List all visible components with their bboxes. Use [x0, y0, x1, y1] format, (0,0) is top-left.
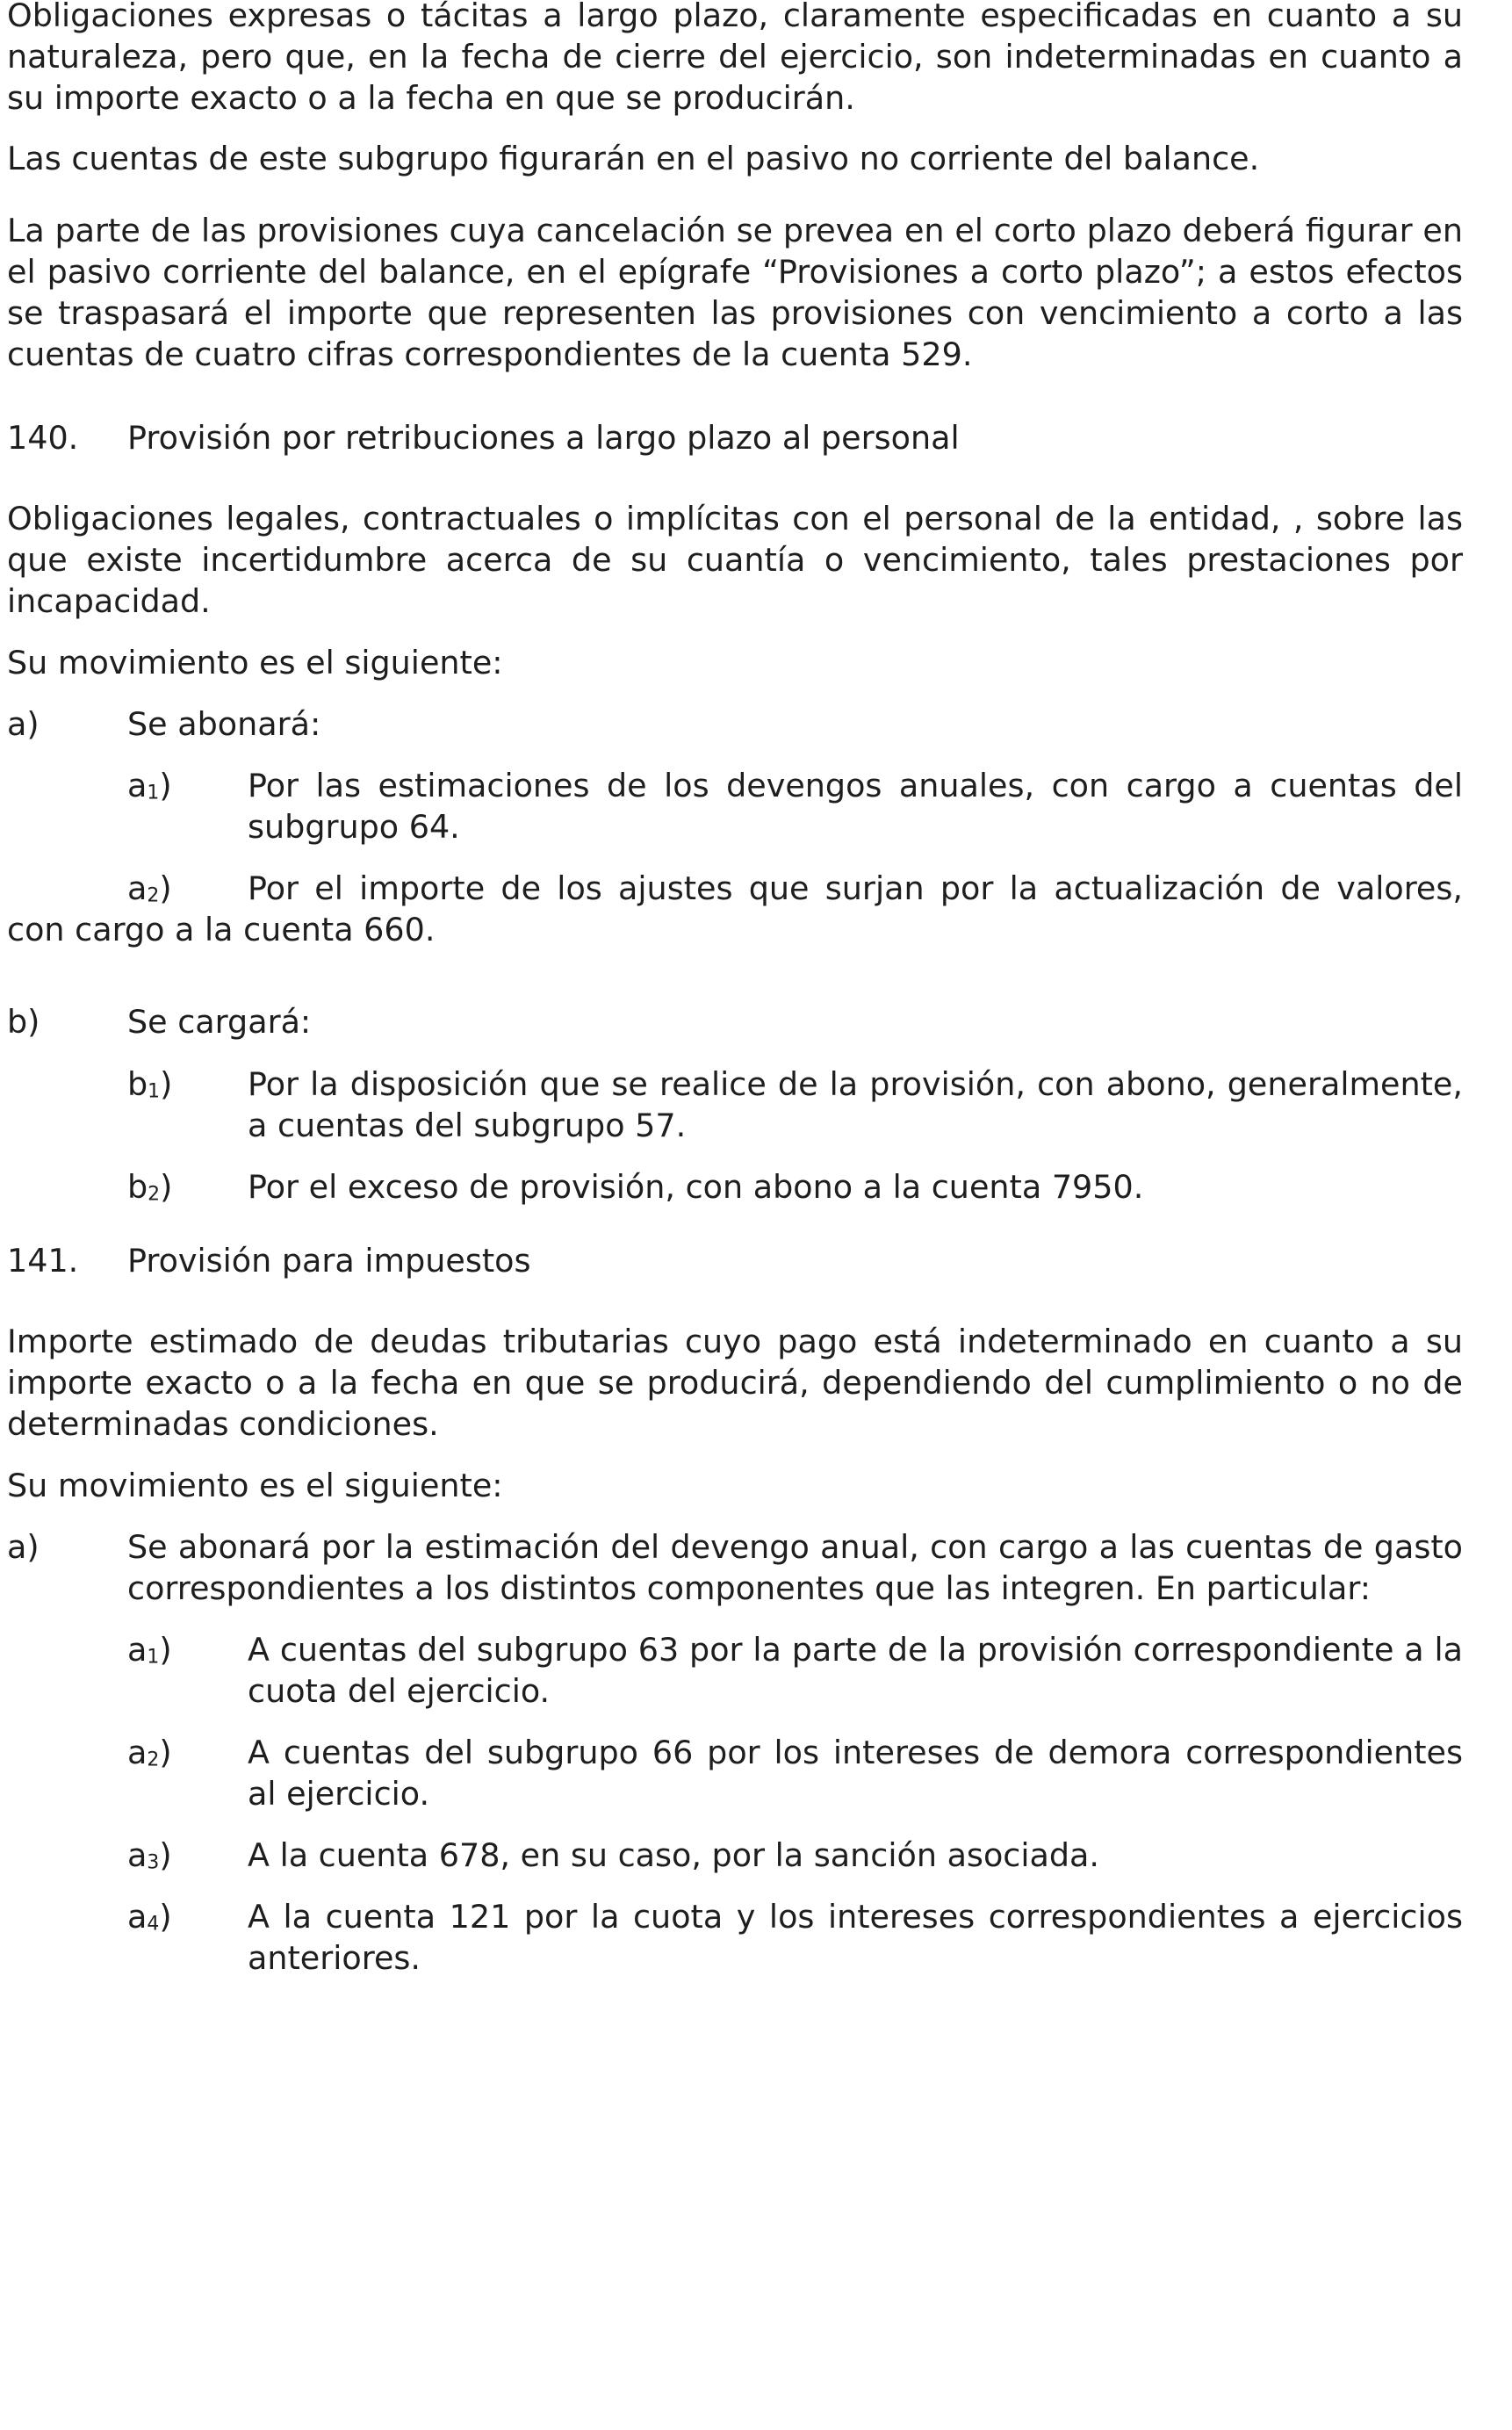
section-number: 140. — [7, 419, 79, 457]
section-140-subitem-a1 — [7, 765, 1463, 847]
section-141-movement: Su movimiento es el siguiente: — [7, 1467, 503, 1504]
subitem-marker: $a_1$) — [127, 767, 172, 804]
section-141-subitem-a3 — [7, 1835, 1463, 1876]
subitem-marker: $a_4$) — [127, 1898, 172, 1936]
intro-paragraph-3: La parte de las provisiones cuya cancelación se prevea en el corto plazo deberá figurar en el pasivo corriente del balance, en el epígrafe “Provisiones a corto plazo”; a estos efectos se traspasará el importe que representen las provisiones con vencimiento a corto a las cuentas de cuatro cifras correspondientes de la cuenta 529. — [7, 212, 1463, 373]
intro-paragraph-2: Las cuentas de este subgrupo figurarán en el pasivo no corriente del balance. — [7, 140, 1260, 177]
section-140-heading — [7, 417, 1463, 458]
item-marker: a) — [7, 705, 40, 743]
document-page — [7, 0, 1463, 1979]
subitem-text: Por las estimaciones de los devengos anuales, con cargo a cuentas del subgrupo 64. — [248, 767, 1463, 846]
intro-paragraph-1: Obligaciones expresas o tácitas a largo plazo, claramente especificadas en cuanto a su naturaleza, pero que, en la fecha de cierre del ejercicio, son indeterminadas en cuanto a su importe exacto o a la fecha en que se producirán. — [7, 0, 1463, 117]
subitem-text: Por el importe de los ajustes que surjan por la actualización de valores, — [248, 869, 1463, 907]
subitem-marker: $a_3$) — [127, 1836, 172, 1874]
section-141-heading — [7, 1240, 1463, 1281]
section-140-subitem-b2 — [7, 1166, 1463, 1208]
subitem-marker: $b_1$) — [127, 1065, 173, 1103]
section-141-subitem-a1 — [7, 1629, 1463, 1712]
item-label: Se cargará: — [127, 1003, 312, 1041]
subitem-text: A cuentas del subgrupo 66 por los intereses de demora correspondientes al ejercicio. — [248, 1734, 1463, 1813]
subitem-marker: $a_1$) — [127, 1631, 172, 1669]
section-number: 141. — [7, 1242, 79, 1280]
subitem-text: Por el exceso de provisión, con abono a la cuenta 7950. — [248, 1168, 1144, 1206]
subitem-text: Por la disposición que se realice de la provisión, con abono, generalmente, a cuentas del subgrupo 57. — [248, 1065, 1463, 1144]
subitem-text: A la cuenta 678, en su caso, por la sanción asociada. — [248, 1836, 1099, 1874]
subitem-text-continuation: con cargo a la cuenta 660. — [7, 911, 436, 948]
section-141-subitem-a2 — [7, 1732, 1463, 1814]
section-141-subitem-a4 — [7, 1896, 1463, 1979]
section-140-subitem-b1 — [7, 1064, 1463, 1146]
subitem-marker: $b_2$) — [127, 1168, 173, 1206]
section-141-description: Importe estimado de deudas tributarias cuyo pago está indeterminado en cuanto a su importe exacto o a la fecha en que se producirá, dependiendo del cumplimiento o no de determinadas condiciones. — [7, 1323, 1463, 1443]
section-140-item-a — [7, 703, 1463, 745]
item-marker: b) — [7, 1003, 40, 1041]
subitem-marker: $a_2$) — [127, 869, 172, 907]
subitem-text: A cuentas del subgrupo 63 por la parte de la provisión correspondiente a la cuota del ejercicio. — [248, 1631, 1463, 1710]
subitem-text: A la cuenta 121 por la cuota y los intereses correspondientes a ejercicios anteriores. — [248, 1898, 1463, 1977]
section-title: Provisión para impuestos — [127, 1242, 531, 1280]
section-140-description: Obligaciones legales, contractuales o implícitas con el personal de la entidad, , sobre las que existe incertidumbre acerca de su cuantía o vencimiento, tales prestaciones por incapacidad. — [7, 500, 1463, 620]
subitem-marker: $a_2$) — [127, 1734, 172, 1771]
item-text: Se abonará por la estimación del devengo anual, con cargo a las cuentas de gasto correspondientes a los distintos componentes que las integren. En particular: — [127, 1528, 1463, 1607]
section-141-item-a — [7, 1526, 1463, 1609]
section-140-movement: Su movimiento es el siguiente: — [7, 644, 503, 681]
section-140-item-b — [7, 1001, 1463, 1042]
item-marker: a) — [7, 1528, 40, 1566]
section-140-subitem-a2 — [7, 868, 1463, 950]
section-title: Provisión por retribuciones a largo plazo al personal — [127, 419, 960, 457]
item-label: Se abonará: — [127, 705, 321, 743]
